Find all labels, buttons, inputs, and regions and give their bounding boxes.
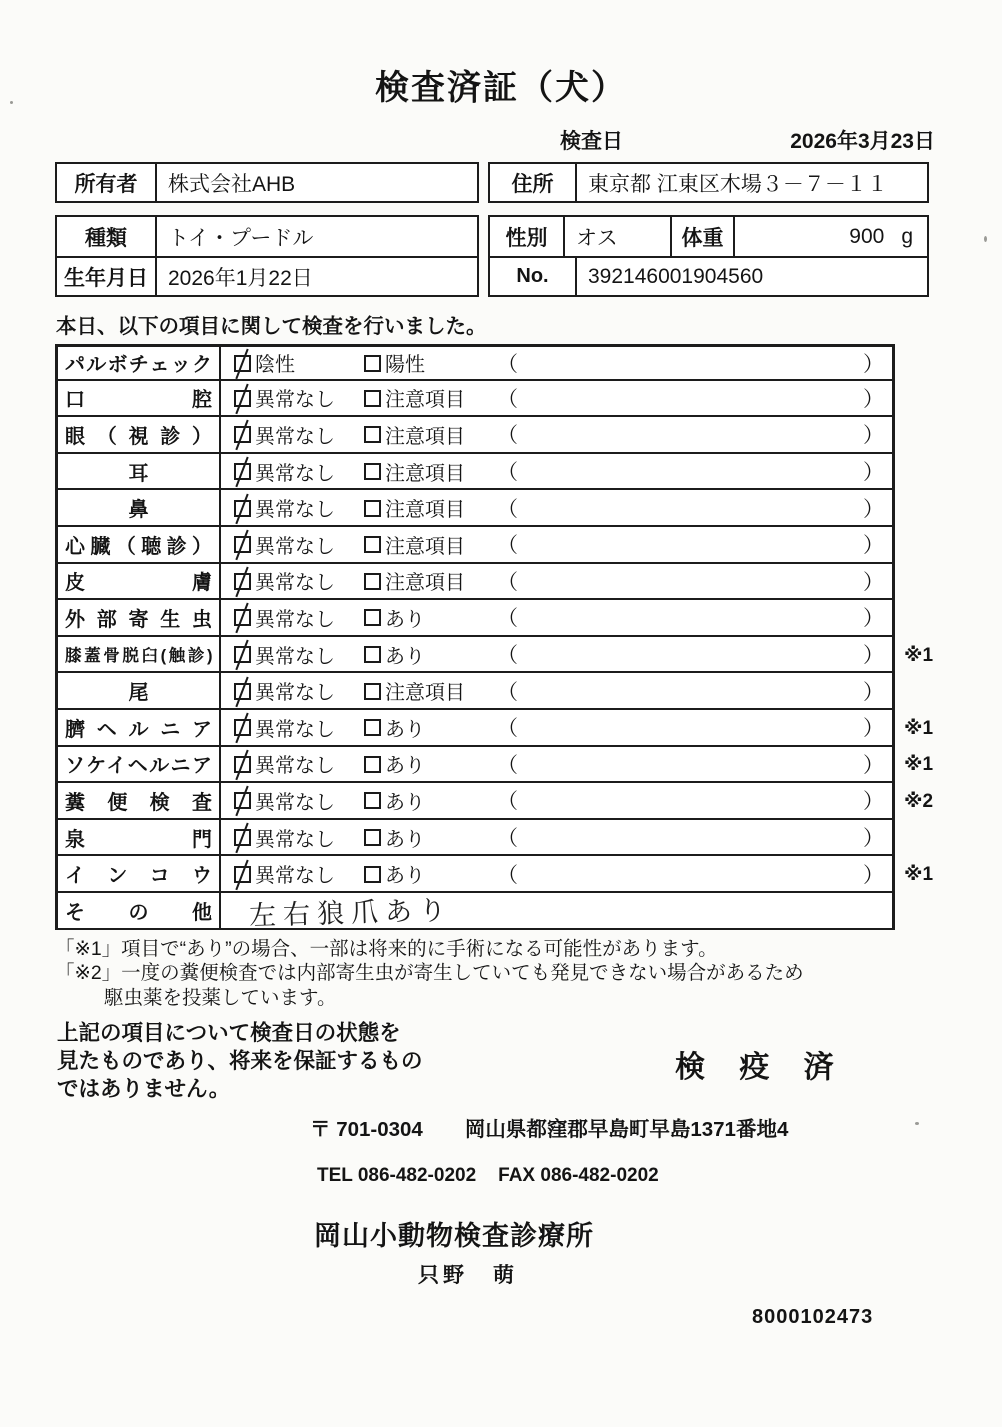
option-label: 異常なし [255, 755, 335, 778]
checklist-row [55, 783, 1002, 820]
option-label: 異常なし [255, 535, 335, 558]
sex-weight-no-box [488, 215, 929, 297]
breed-label: 種類 [57, 217, 157, 256]
checklist-row-box [55, 381, 895, 418]
row-content [221, 417, 892, 452]
checklist-row [55, 600, 1002, 637]
address-box [488, 162, 929, 203]
option-label: 異常なし [255, 682, 335, 705]
clinic-fax: FAX 086-482-0202 [498, 1165, 659, 1186]
row-note [895, 527, 950, 564]
paren-open: （ [497, 497, 518, 521]
row-label-text: 膝蓋骨脱臼(触診) [65, 647, 212, 666]
row-content [221, 381, 892, 416]
checkbox-checked-icon [234, 683, 251, 700]
checklist-row-box [55, 783, 895, 820]
row-label [58, 564, 221, 599]
row-content [221, 600, 892, 635]
checkbox-unchecked-icon [364, 719, 381, 736]
scan-speck [984, 236, 987, 242]
option-label: 異常なし [255, 608, 335, 631]
checklist-row-box [55, 490, 895, 527]
row-label [58, 417, 221, 452]
handwritten-note: 左右狼爪あり [248, 894, 454, 932]
option-label: あり [385, 645, 425, 668]
weight-value: 900 [849, 224, 885, 248]
row-note: ※2 [904, 790, 934, 812]
option-label: 注意項目 [385, 462, 465, 485]
row-note [895, 381, 950, 418]
checklist-row [55, 527, 1002, 564]
owner-address-row [55, 162, 1002, 203]
paren-close: ） [863, 497, 884, 521]
pet-info-row [55, 215, 1002, 297]
paren-close: ） [863, 534, 884, 558]
owner-value: 株式会社AHB [168, 172, 296, 196]
row-note: ※1 [904, 754, 934, 776]
checkbox-checked-icon [234, 609, 251, 626]
row-content [221, 490, 892, 525]
owner-box [55, 162, 479, 203]
option-label: あり [385, 718, 425, 741]
row-label-text: 泉門 [65, 828, 212, 851]
paren-open: （ [497, 534, 518, 558]
option-label: 異常なし [255, 462, 335, 485]
option-label: あり [385, 828, 425, 851]
checkbox-unchecked-icon [364, 390, 381, 407]
row-note [895, 600, 950, 637]
disclaimer-line-2: 見たものであり、将来を保証するもの [57, 1049, 423, 1073]
inspection-date-value: 2026年3月23日 [790, 130, 935, 153]
checklist-row-box [55, 856, 895, 893]
row-note: ※1 [904, 717, 934, 739]
checklist-row [55, 820, 1002, 857]
row-label [58, 600, 221, 635]
option-label: 異常なし [255, 645, 335, 668]
checklist-row-box [55, 600, 895, 637]
paren-open: （ [497, 387, 518, 411]
option-label: 注意項目 [385, 425, 465, 448]
option-label: 注意項目 [385, 389, 465, 412]
checkbox-checked-icon [234, 536, 251, 553]
row-label-text: パルボチェック [65, 354, 212, 377]
paren-close: ） [863, 461, 884, 485]
owner-label: 所有者 [57, 164, 157, 201]
row-content [221, 454, 892, 489]
birthdate-label: 生年月日 [57, 258, 157, 295]
paren-open: （ [497, 790, 518, 814]
document-number: 8000102473 [752, 1306, 874, 1328]
checkbox-unchecked-icon [364, 756, 381, 773]
row-note [895, 673, 950, 710]
row-content [221, 637, 892, 672]
paren-open: （ [497, 352, 518, 376]
paren-close: ） [863, 753, 884, 777]
row-note [895, 344, 950, 381]
option-label: あり [385, 608, 425, 631]
paren-close: ） [863, 863, 884, 887]
paren-open: （ [497, 607, 518, 631]
checklist-row-box [55, 820, 895, 857]
address-value: 東京都 江東区木場３－７－１１ [588, 172, 888, 196]
sex-label: 性別 [490, 217, 565, 256]
row-content [221, 527, 892, 562]
checklist-row-box [55, 637, 895, 674]
row-label [58, 381, 221, 416]
breed-value: トイ・プードル [168, 226, 314, 250]
checkbox-unchecked-icon [364, 609, 381, 626]
address-label: 住所 [490, 164, 577, 201]
row-content [221, 347, 892, 379]
paren-close: ） [863, 570, 884, 594]
birthdate-value: 2026年1月22日 [168, 266, 313, 290]
row-label [58, 673, 221, 708]
row-label-text: 眼（視診） [65, 425, 212, 448]
paren-open: （ [497, 461, 518, 485]
checkbox-unchecked-icon [364, 683, 381, 700]
row-note [895, 820, 950, 857]
option-label: 異常なし [255, 425, 335, 448]
clinic-postal-code: 〒 701-0304 [310, 1118, 423, 1141]
veterinarian-name: 只野 萌 [418, 1264, 518, 1287]
disclaimer-stamp-row [57, 1019, 1002, 1103]
row-content [221, 856, 892, 891]
checkbox-checked-icon [234, 719, 251, 736]
breed-birth-box [55, 215, 479, 297]
row-label [58, 490, 221, 525]
checklist-row-box [55, 747, 895, 784]
footnote-1: 「※1」項目で“あり”の場合、一部は将来的に手術になる可能性があります。 [55, 937, 718, 960]
row-note: ※1 [904, 644, 934, 666]
option-label: 注意項目 [385, 499, 465, 522]
checklist-row-box [55, 344, 895, 381]
registration-no-label: No. [490, 258, 577, 295]
paren-open: （ [497, 424, 518, 448]
footnote-2: 「※2」一度の糞便検査では内部寄生虫が寄生していても発見できない場合があるため [55, 962, 804, 984]
row-label [58, 710, 221, 745]
paren-open: （ [497, 570, 518, 594]
checklist-table [55, 344, 1002, 930]
paren-close: ） [863, 424, 884, 448]
checklist-row-box [55, 417, 895, 454]
quarantine-passed-stamp: 検 疫 済 [675, 1051, 847, 1084]
checklist-row-box [55, 527, 895, 564]
disclaimer-paragraph [57, 1019, 487, 1103]
option-label: あり [385, 865, 425, 888]
option-label: 異常なし [255, 499, 335, 522]
row-label [58, 893, 221, 928]
checklist-row [55, 637, 1002, 674]
checklist-row-box [55, 893, 895, 930]
checkbox-checked-icon [234, 866, 251, 883]
document-title: 検査済証（犬） [375, 69, 627, 107]
weight-unit: g [901, 224, 913, 248]
checkbox-checked-icon [234, 463, 251, 480]
checkbox-checked-icon [234, 646, 251, 663]
checklist-row [55, 673, 1002, 710]
row-content [221, 564, 892, 599]
row-label-text: 心臓（聴診） [65, 535, 212, 558]
row-label [58, 527, 221, 562]
checklist-row [55, 490, 1002, 527]
checkbox-checked-icon [234, 355, 251, 372]
paren-close: ） [863, 790, 884, 814]
row-label [58, 856, 221, 891]
checkbox-unchecked-icon [364, 792, 381, 809]
option-label: 陽性 [385, 354, 425, 377]
paren-open: （ [497, 863, 518, 887]
footnotes [55, 937, 1002, 1011]
checkbox-checked-icon [234, 829, 251, 846]
paren-open: （ [497, 717, 518, 741]
checklist-row [55, 381, 1002, 418]
checkbox-unchecked-icon [364, 355, 381, 372]
clinic-postal-address [310, 1112, 1002, 1142]
checklist-row [55, 344, 1002, 381]
checkbox-unchecked-icon [364, 500, 381, 517]
option-label: 異常なし [255, 572, 335, 595]
paren-open: （ [497, 680, 518, 704]
clinic-address: 岡山県都窪郡早島町早島1371番地4 [464, 1118, 789, 1141]
row-note [895, 893, 950, 930]
row-label [58, 637, 221, 672]
checkbox-unchecked-icon [364, 426, 381, 443]
row-content [221, 673, 892, 708]
paren-close: ） [863, 827, 884, 851]
option-label: 異常なし [255, 865, 335, 888]
checkbox-unchecked-icon [364, 463, 381, 480]
row-note [895, 417, 950, 454]
row-label-text: インコウ [65, 865, 212, 888]
row-label-text: 耳 [128, 462, 149, 485]
intro-sentence: 本日、以下の項目に関して検査を行いました。 [56, 315, 487, 338]
clinic-name: 岡山小動物検査診療所 [314, 1221, 594, 1251]
inspection-date-row [560, 125, 935, 155]
option-label: あり [385, 755, 425, 778]
checkbox-checked-icon [234, 756, 251, 773]
row-label [58, 820, 221, 855]
paren-open: （ [497, 753, 518, 777]
row-label [58, 347, 221, 379]
row-content [221, 893, 892, 932]
footnote-2-continued: 駆虫薬を投薬しています。 [104, 986, 337, 1009]
checkbox-unchecked-icon [364, 536, 381, 553]
option-label: 注意項目 [385, 535, 465, 558]
scan-speck [10, 101, 13, 104]
scan-speck [915, 1122, 919, 1125]
row-label-text: 口腔 [65, 389, 212, 412]
checklist-row [55, 417, 1002, 454]
paren-close: ） [863, 352, 884, 376]
row-label-text: 臍ヘルニア [65, 718, 212, 741]
paren-open: （ [497, 827, 518, 851]
checkbox-checked-icon [234, 792, 251, 809]
checkbox-checked-icon [234, 390, 251, 407]
checklist-row [55, 893, 1002, 930]
row-label-text: 外部寄生虫 [65, 608, 212, 631]
registration-no-value: 392146001904560 [588, 264, 764, 288]
paren-open: （ [497, 644, 518, 668]
row-label [58, 783, 221, 818]
clinic-tel-fax [317, 1165, 1002, 1187]
paren-close: ） [863, 387, 884, 411]
row-label-text: 鼻 [128, 499, 149, 522]
checklist-row-box [55, 564, 895, 601]
option-label: 陰性 [255, 354, 295, 377]
checklist-row [55, 856, 1002, 893]
checkbox-checked-icon [234, 500, 251, 517]
paren-close: ） [863, 717, 884, 741]
row-content [221, 747, 892, 782]
checklist-row [55, 564, 1002, 601]
checkbox-unchecked-icon [364, 829, 381, 846]
row-label-text: 糞便検査 [65, 791, 212, 814]
paren-close: ） [863, 644, 884, 668]
option-label: 注意項目 [385, 682, 465, 705]
checkbox-checked-icon [234, 426, 251, 443]
inspection-date-label: 検査日 [560, 130, 623, 153]
checklist-row [55, 747, 1002, 784]
option-label: 異常なし [255, 718, 335, 741]
checklist-row [55, 454, 1002, 491]
checklist-row-box [55, 454, 895, 491]
row-label-text: その他 [65, 901, 212, 924]
option-label: 異常なし [255, 791, 335, 814]
row-note [895, 564, 950, 601]
option-label: あり [385, 791, 425, 814]
weight-label: 体重 [672, 217, 735, 256]
checklist-row [55, 710, 1002, 747]
row-label [58, 747, 221, 782]
row-label [58, 454, 221, 489]
checklist-row-box [55, 673, 895, 710]
row-label-text: ソケイヘルニア [65, 755, 212, 778]
row-note: ※1 [904, 864, 934, 886]
row-content [221, 710, 892, 745]
row-label-text: 尾 [128, 682, 149, 705]
checkbox-checked-icon [234, 573, 251, 590]
clinic-tel: TEL 086-482-0202 [317, 1165, 477, 1186]
row-label-text: 皮膚 [65, 572, 212, 595]
weight-value-cell [735, 217, 927, 256]
paren-close: ） [863, 680, 884, 704]
row-content [221, 783, 892, 818]
option-label: 異常なし [255, 389, 335, 412]
paren-close: ） [863, 607, 884, 631]
row-note [895, 454, 950, 491]
checkbox-unchecked-icon [364, 866, 381, 883]
checklist-row-box [55, 710, 895, 747]
row-note [895, 490, 950, 527]
disclaimer-line-1: 上記の項目について検査日の状態を [57, 1021, 401, 1045]
checkbox-unchecked-icon [364, 646, 381, 663]
sex-value: オス [565, 217, 672, 256]
option-label: 異常なし [255, 828, 335, 851]
row-content [221, 820, 892, 855]
option-label: 注意項目 [385, 572, 465, 595]
disclaimer-line-3: ではありません。 [57, 1077, 231, 1101]
checkbox-unchecked-icon [364, 573, 381, 590]
